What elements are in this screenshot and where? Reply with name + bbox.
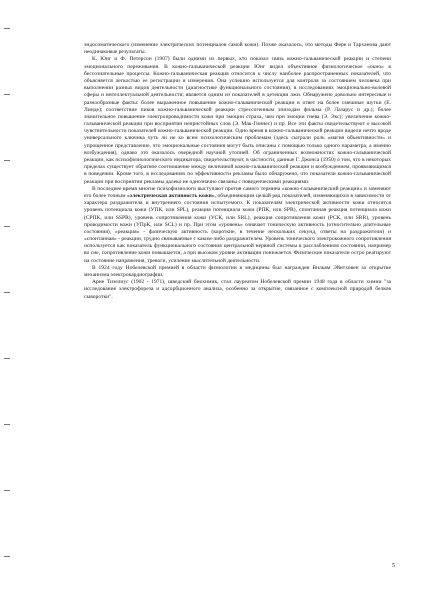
margin-tick [4, 160, 10, 161]
binding-margin-marks [0, 0, 12, 600]
margin-tick [4, 556, 10, 557]
margin-tick [4, 28, 10, 29]
margin-tick [4, 358, 10, 359]
margin-tick [4, 94, 10, 95]
page-number: 5 [392, 563, 395, 569]
paragraph [84, 186, 391, 265]
paragraph: К. Юнг и Ф. Петерсон (1907) были одними из первых, кто показал связь кожно-гальванической реакции и степени эмоционального переживания. В кожно-гальванической реакции Юнг видел объективное физиологическое «окно» в бессознательные процессы. Кожно-гальваническая реакция относится к числу наиболее распространенных показателей, что объясняется легкостью ее регистрации и измерения. Она успешно используется для контроля за состоянием человека при выполнении разных видов деятельности (диагностике функционального состояния), в исследованиях эмоционально-волевой сферы и интеллектуальной деятельности; является одним из показателей в детекции лжи. Обнаружено довольно интересные и разнообразные факты: более выраженное повышение кожно-гальванической реакции в ответ на более смешные шутки (Е. Линде); соответствие пиков кожно-гальванической реакции стрессогенным эпизодам фильма (Р. Лазарус и др.); более значительное повышение электропроводимости кожи при эмоции страха, чем при эмоции гнева (Э. Экс); увеличение кожно-гальванической реакции при восприятии непристойных слов (Э. Мак-Гиннес) и пр. Все эти факты свидетельствуют о высокой чувствительности показателей кожно-гальванической реакции. Одно время в кожно-гальванической реакции видели нечто вроде универсального ключика чуть ли не ко всем психологическим проблемам (здесь сыграли роль «магия объективности» и упрощенное представление, что эмоциональные состояния могут быть описаны с помощью только одного параметра, а именно возбуждения), однако это оказалось очередной научной утопией. Об ограниченных возможностях кожно-гальванической реакции, как психофизиологического индикатора, свидетельствуют, в частности, данные Г. Джонса (1950) о том, что в некоторых пределах существует обратное соотношение между величиной кожно-гальванической реакции и возбуждением, проявляющимся в поведении. Кроме того, в исследованиях по эффективности рекламы было обнаружено, что показатели кожно-гальванической реакции при восприятии рекламы далеко не однозначно связаны с поведенческими реакциями. [84, 56, 391, 185]
margin-tick [4, 226, 10, 227]
bold-term: «электрическая активность кожи» [127, 192, 215, 199]
paragraph: В 1924 году Нобелевской премией в области физиологии и медицины был награжден Вильям Эйнтховен за открытие механизма электрокардиографии. [84, 264, 391, 278]
margin-tick [4, 490, 10, 491]
margin-tick [4, 292, 10, 293]
paragraph-text: В последнее время многие психофизиологи выступают против самого термина «кожно-гальванический реакции» и заменяют его более точным [84, 185, 391, 199]
paragraph: Арне Тизелиус (1902 - 1971), шведский биохимик, стал лауреатом Нобелевской премии 1948 года в области химии "за исследование электрофореза и адсорбционного анализа, особенно за открытие, связанное с комплексной природой белков сыворотки". [84, 279, 391, 300]
page-body [84, 42, 391, 301]
paragraph-text: , объединяющим целый ряд показателей, изменяющихся в зависимости от характера раздражителя и внутреннего состояния испытуемого. К показателям электрической активности кожи относятся уровень потенциала кожи (УПК, или SPL), реакция потенциала кожи (РПК, или SPR), спонтанная реакция потенциала кожи (СРПК, или SSPR), уровень сопротивления кожи (УСК, или SRL), реакция сопротивления кожи (РСК, или SRR), уровень проводимости кожи (УПрК, или SCL) и пр. При этом «уровень» означает тоническую активность (относительно длительные состояния), «реакция» - фазическую активность (короткие, в течение нескольких секунд, ответы на раздражители) и «спонтанная» - реакции, трудно связываемые с каким-либо раздражителем. Уровень тонического электрокожного сопротивления используется как показатель функционального состояния центральной нервной системы в расслабленном состоянии, например во сне, сопротивление кожи повышается, а при высоком уровне активации понижается. Физические показатели остро реагируют на состояние напряжения, тревоги, усиление мыслительной деятельности. [84, 192, 391, 264]
margin-tick [4, 424, 10, 425]
paragraph: эндосоматического (изменение электрических потенциалов самой кожи). Позже оказалось, что методы Фере и Тарханова дают неодинаковые результаты. [84, 42, 391, 56]
